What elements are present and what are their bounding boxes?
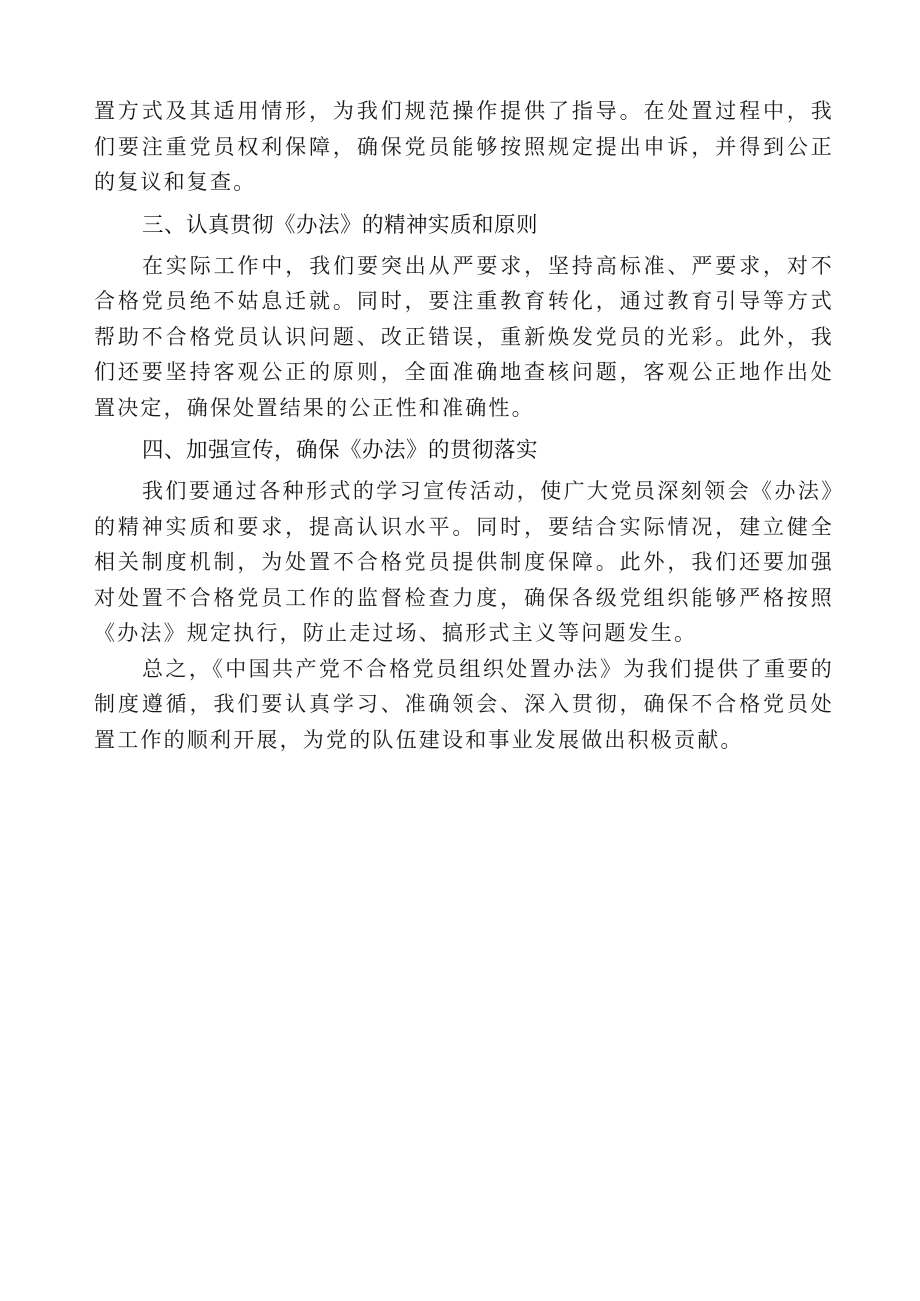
section-heading-4: 四、加强宣传，确保《办法》的贯彻落实 <box>142 438 539 463</box>
section-paragraph-3: 在实际工作中，我们要突出从严要求，坚持高标准、严要求，对不合格党员绝不姑息迁就。同时，要注重教育转化，通过教育引导等方式帮助不合格党员认识问题、改正错误，重新焕发党员的光彩。此外，我们还要坚持客观公正的原则，全面准确地查核问题，客观公正地作出处置决定，确保处置结果的公正性和准确性。 <box>94 253 834 420</box>
conclusion-paragraph: 总之，《中国共产党不合格党员组织处置办法》为我们提供了重要的制度遵循，我们要认真学习、准确领会、深入贯彻，确保不合格党员处置工作的顺利开展，为党的队伍建设和事业发展做出积极贡献。 <box>94 656 834 752</box>
continued-paragraph: 置方式及其适用情形，为我们规范操作提供了指导。在处置过程中，我们要注重党员权利保障，确保党员能够按照规定提出申诉，并得到公正的复议和复查。 <box>94 99 834 194</box>
document-body <box>94 94 834 758</box>
section-paragraph-4: 我们要通过各种形式的学习宣传活动，使广大党员深刻领会《办法》的精神实质和要求，提高认识水平。同时，要结合实际情况，建立健全相关制度机制，为处置不合格党员提供制度保障。此外，我们还要加强对处置不合格党员工作的监督检查力度，确保各级党组织能够严格按照《办法》规定执行，防止走过场、搞形式主义等问题发生。 <box>94 479 834 645</box>
section-heading-3: 三、认真贯彻《办法》的精神实质和原则 <box>142 212 539 238</box>
